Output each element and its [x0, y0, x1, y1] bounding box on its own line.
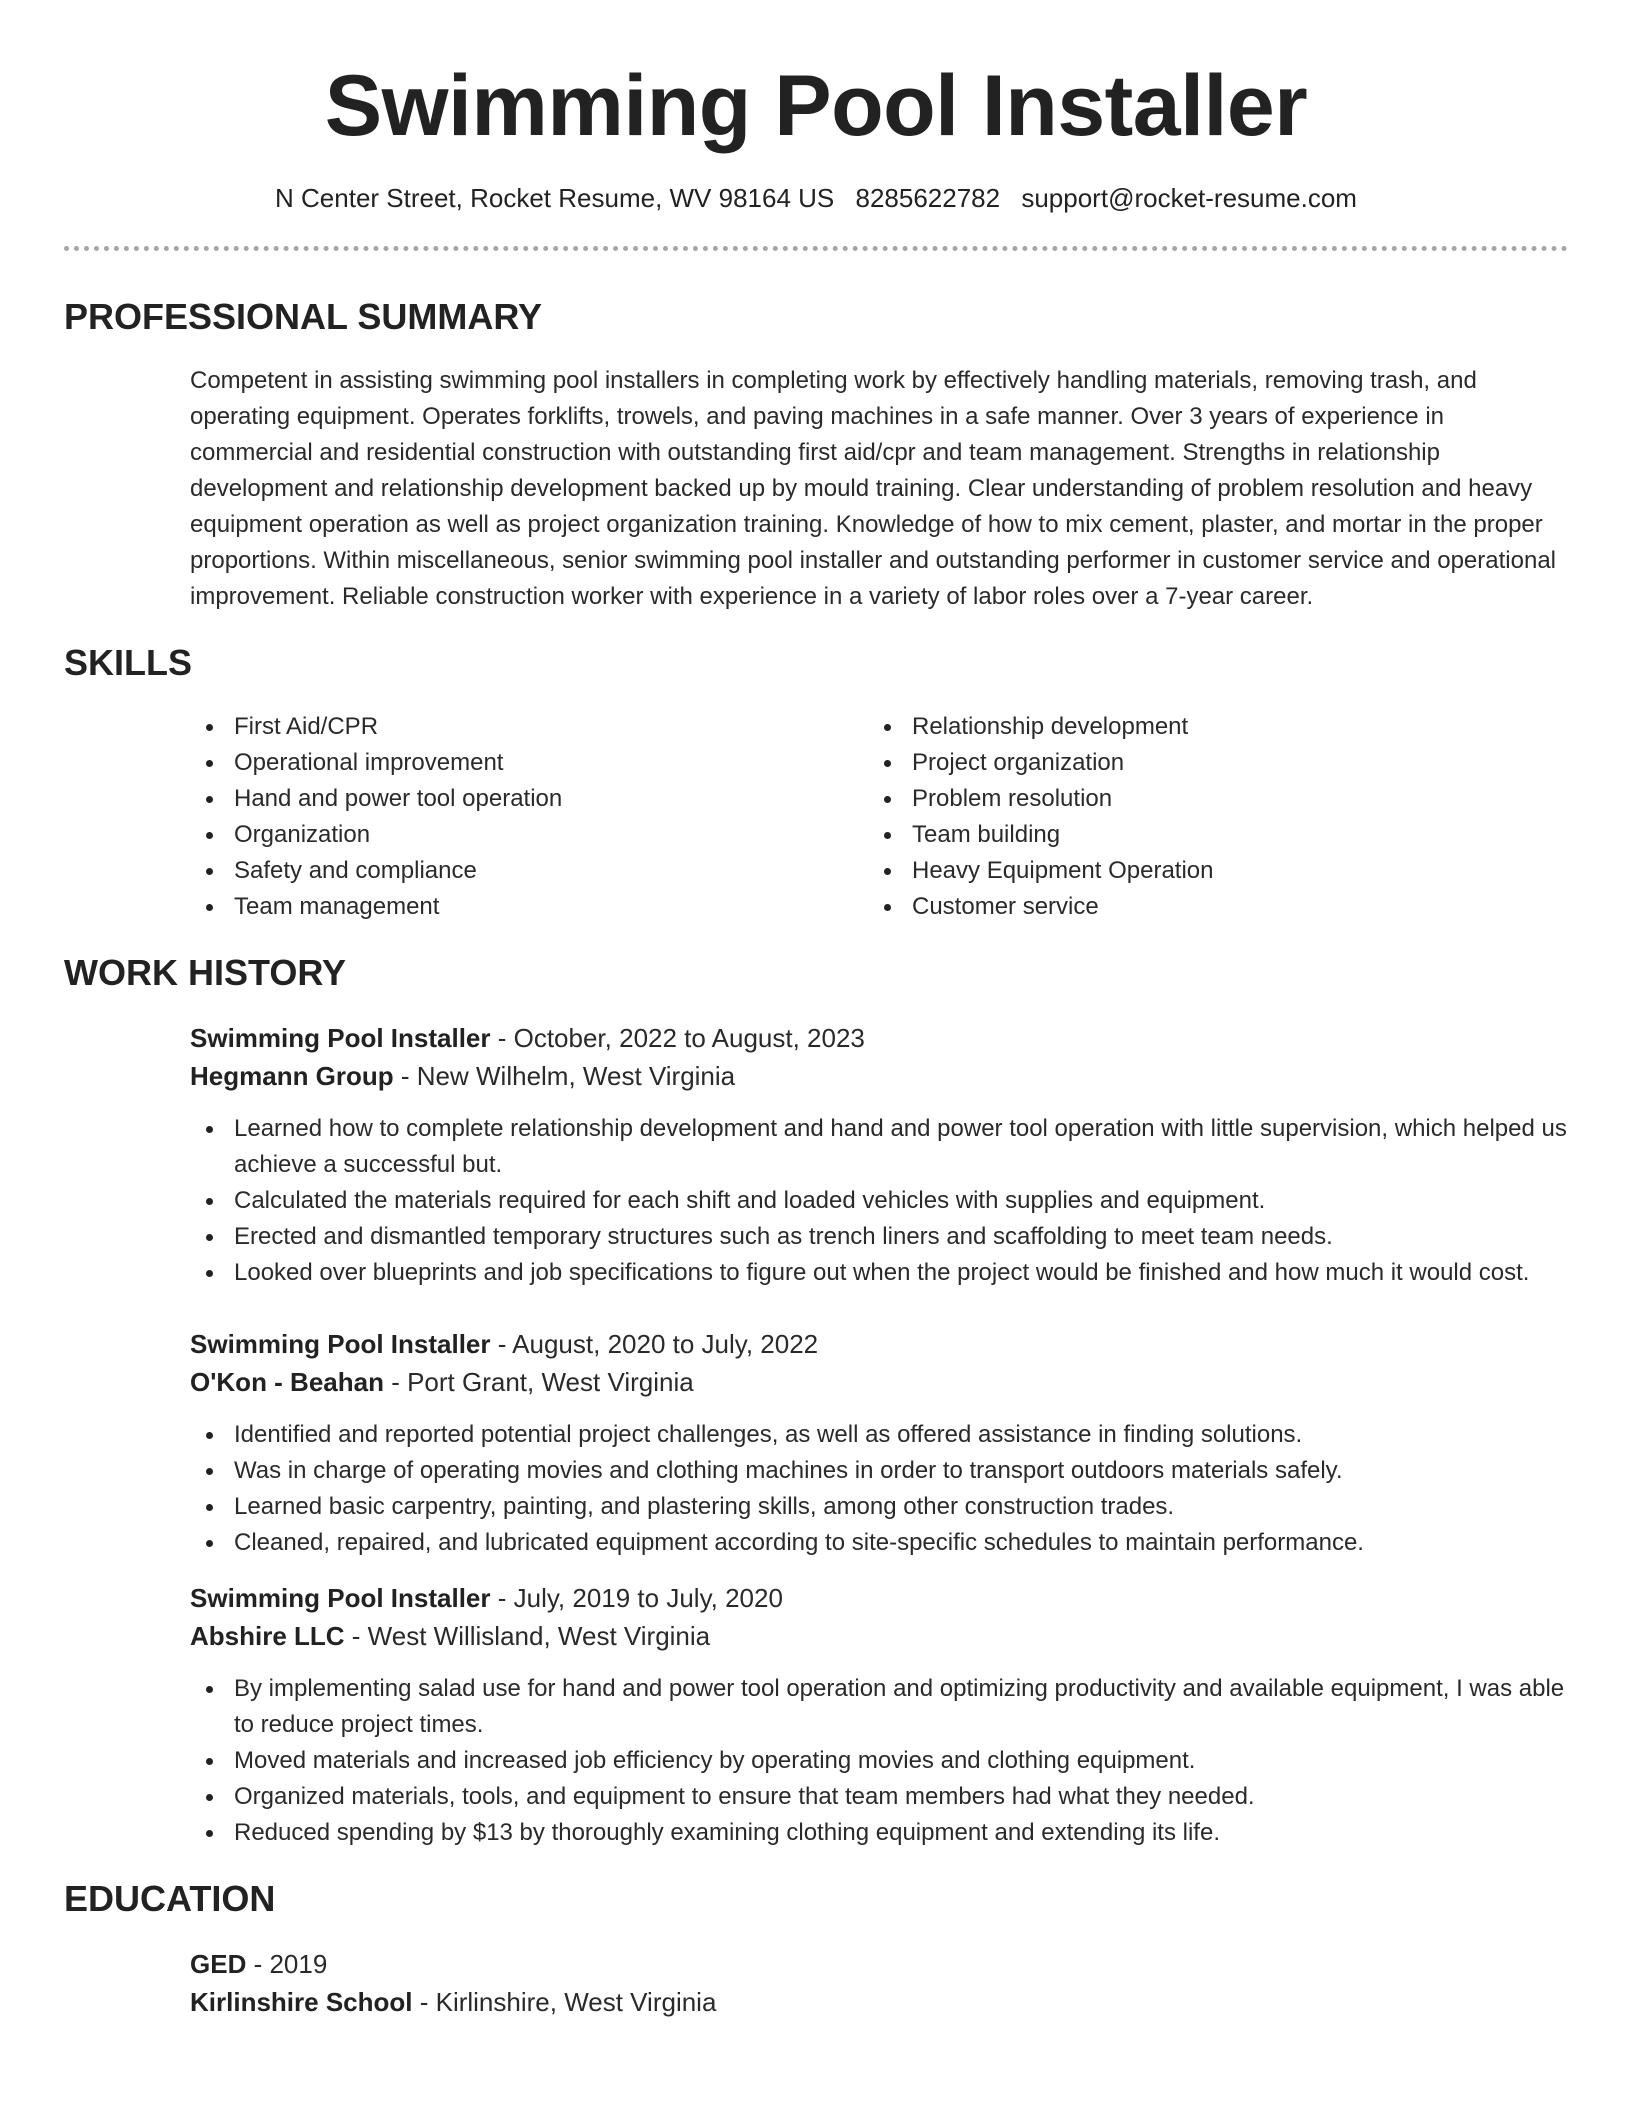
job-location: - West Willisland, West Virginia: [344, 1621, 711, 1651]
education-degree: GED: [190, 1949, 247, 1979]
job-bullet: Calculated the materials required for each shift and loaded vehicles with supplies and equipment.: [190, 1183, 1568, 1219]
job-bullet: Looked over blueprints and job specifications to figure out when the project would be finished and how much it would cost.: [190, 1255, 1568, 1291]
skill-item: Operational improvement: [190, 745, 868, 781]
job-company-line: [190, 1363, 1568, 1401]
job-role: Swimming Pool Installer: [190, 1023, 491, 1053]
job-location: - New Wilhelm, West Virginia: [393, 1061, 736, 1091]
job-bullet: Learned basic carpentry, painting, and plastering skills, among other construction trades.: [190, 1489, 1568, 1525]
job-bullet: Organized materials, tools, and equipment to ensure that team members had what they needed.: [190, 1779, 1568, 1815]
job-title-line: [190, 1325, 1568, 1363]
job-company-line: [190, 1617, 1568, 1655]
job-bullet: Was in charge of operating movies and clothing machines in order to transport outdoors materials safely.: [190, 1453, 1568, 1489]
contact-phone: 8285622782: [855, 183, 1001, 213]
summary-text: Competent in assisting swimming pool installers in completing work by effectively handling materials, removing trash, and operating equipment. Operates forklifts, trowels, and paving machines in a safe manner. Over 3 years of experience in commercial and residential construction with outstanding first aid/cpr and team management. Strengths in relationship development and relationship development backed up by mould training. Clear understanding of problem resolution and heavy equipment operation as well as project organization training. Knowledge of how to mix cement, plaster, and mortar in the proper proportions. Within miscellaneous, senior swimming pool installer and outstanding performer in customer service and operational improvement. Reliable construction worker with experience in a variety of labor roles over a 7-year career.: [190, 367, 1556, 610]
skill-item: Relationship development: [868, 709, 1546, 745]
job-dates: - July, 2019 to July, 2020: [490, 1583, 783, 1613]
job-entry: [190, 1019, 1568, 1291]
education-year: - 2019: [246, 1949, 328, 1979]
job-location: - Port Grant, West Virginia: [383, 1367, 694, 1397]
job-bullet: Cleaned, repaired, and lubricated equipment according to site-specific schedules to maintain performance.: [190, 1525, 1568, 1561]
job-bullet: Reduced spending by $13 by thoroughly examining clothing equipment and extending its life.: [190, 1815, 1568, 1851]
contact-line: [64, 180, 1568, 216]
skill-item: Hand and power tool operation: [190, 781, 868, 817]
education-location: - Kirlinshire, West Virginia: [412, 1987, 717, 2017]
skill-item: Heavy Equipment Operation: [868, 853, 1546, 889]
skill-item: First Aid/CPR: [190, 709, 868, 745]
header-divider: [64, 246, 1568, 251]
resume-name: Swimming Pool Installer: [324, 58, 1308, 154]
education-entry: [190, 1945, 1568, 2021]
skills-column-left: [190, 709, 868, 925]
summary-heading: PROFESSIONAL SUMMARY: [64, 296, 543, 337]
job-bullets: [190, 1417, 1568, 1561]
job-bullet: Learned how to complete relationship development and hand and power tool operation with little supervision, which helped us achieve a successful but.: [190, 1111, 1568, 1183]
skill-item: Project organization: [868, 745, 1546, 781]
education-degree-line: [190, 1945, 1568, 1983]
job-bullet: Moved materials and increased job efficiency by operating movies and clothing equipment.: [190, 1743, 1568, 1779]
job-company: Abshire LLC: [190, 1621, 345, 1651]
job-entry: [190, 1579, 1568, 1851]
job-title-line: [190, 1019, 1568, 1057]
education-heading: EDUCATION: [64, 1878, 276, 1919]
job-bullet: Identified and reported potential project challenges, as well as offered assistance in finding solutions.: [190, 1417, 1568, 1453]
job-bullets: [190, 1111, 1568, 1291]
skill-item: Organization: [190, 817, 868, 853]
job-company: O'Kon - Beahan: [190, 1367, 384, 1397]
job-dates: - August, 2020 to July, 2022: [490, 1329, 819, 1359]
job-role: Swimming Pool Installer: [190, 1583, 491, 1613]
job-role: Swimming Pool Installer: [190, 1329, 491, 1359]
skills-column-right: [868, 709, 1546, 925]
skills-heading: SKILLS: [64, 642, 193, 683]
job-title-line: [190, 1579, 1568, 1617]
contact-address: N Center Street, Rocket Resume, WV 98164 US: [275, 183, 835, 213]
job-dates: - October, 2022 to August, 2023: [490, 1023, 865, 1053]
skill-item: Safety and compliance: [190, 853, 868, 889]
skills-list: [190, 709, 1568, 925]
contact-email: support@rocket-resume.com: [1021, 183, 1357, 213]
job-bullet: Erected and dismantled temporary structures such as trench liners and scaffolding to meet team needs.: [190, 1219, 1568, 1255]
job-company: Hegmann Group: [190, 1061, 394, 1091]
job-company-line: [190, 1057, 1568, 1095]
education-school-line: [190, 1983, 1568, 2021]
skill-item: Problem resolution: [868, 781, 1546, 817]
education-school: Kirlinshire School: [190, 1987, 413, 2017]
job-entry: [190, 1325, 1568, 1561]
job-bullets: [190, 1671, 1568, 1851]
skill-item: Team management: [190, 889, 868, 925]
work-history-heading: WORK HISTORY: [64, 952, 347, 993]
skill-item: Team building: [868, 817, 1546, 853]
skill-item: Customer service: [868, 889, 1546, 925]
job-bullet: By implementing salad use for hand and power tool operation and optimizing productivity and available equipment, I was able to reduce project times.: [190, 1671, 1568, 1743]
